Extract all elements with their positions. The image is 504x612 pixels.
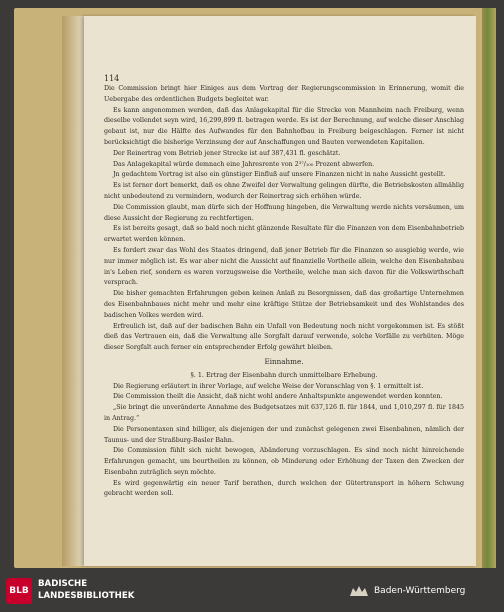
paragraph: Es ist bereits gesagt, daß so bald noch nicht glänzende Resultate für die Finanzen von dem Eisenbahnbetrieb erwartet werden können. xyxy=(104,225,464,244)
paragraph: „Sie bringt die unveränderte Annahme des Budgetsatzes mit 637,126 fl. für 1844, und 1,010,297 fl. für 1845 in Antrag.“ xyxy=(104,404,464,422)
page-gutter xyxy=(62,16,86,566)
paragraph: Es fordert zwar das Wohl des Staates dringend, daß jener Betrieb für die Finanzen so ausgiebig werde, wie nur immer möglich ist. Es war aber nicht die Aussicht auf finanzielle Vortheile allein, welche den Eisenbahnbau in's Leben rief, sondern es waren vorzugsweise die Vortheile, welche man sich davon für die Volkswirthschaft versprach. xyxy=(104,246,464,287)
top-spacer xyxy=(104,72,464,84)
paragraph: Das Anlagekapital würde demnach eine Jahresrente von 2³⁷/₁₀₀ Prozent abwerfen. xyxy=(113,160,375,168)
paragraph: Die Regierung erläutert in ihrer Vorlage, auf welche Weise der Voranschlag von §. 1 ermittelt ist. xyxy=(113,382,424,390)
paragraph: Die Commission glaubt, man dürfe sich der Hoffnung hingeben, die Verwaltung werde nichts versäumen, um diese Aussicht der Regierung zu rechtfertigen. xyxy=(104,203,464,222)
blb-name-line1: BADISCHE xyxy=(38,579,88,589)
paragraph: Die Commission fühlt sich nicht bewogen, Abänderung vorzuschlagen. Es sind noch nicht hinreichende Erfahrungen gemacht, um beurtheilen zu können, ob Minderung oder Erhöhung der Taxen den Zwecken der Eisenbahn zuträglich seyn möchte. xyxy=(104,447,464,476)
paragraph: Es wird gegenwärtig ein neuer Tarif berathen, durch welchen der Gütertransport in höhern Schwung gebracht werden soll. xyxy=(104,479,464,498)
section-subheading: §. 1. Ertrag der Eisenbahn durch unmittelbare Erhebung. xyxy=(190,370,378,379)
paragraph: Es kann angenommen werden, daß das Anlagekapital für die Strecke von Mannheim nach Freiburg, wenn dieselbe vollendet seyn wird, 16,299,899 fl. betragen werde. Es ist der Berechnung, auf welche dieser Anschlag gebaut ist, nur die Hälfte des Aufwandes für den Bahnhofbau in Freiburg beigeschlagen. Ferner ist nicht berücksichtigt die bisherige Verzinsung der auf Anschaffungen und Bauten verwendeten Kapitalien. xyxy=(104,106,464,146)
paragraph-block-2 xyxy=(104,382,464,501)
blb-logo[interactable]: BLB xyxy=(6,578,32,604)
bw-label[interactable]: Baden-Württemberg xyxy=(374,586,466,596)
book-spine-edge xyxy=(482,8,496,568)
paragraph: Die Personentaxen sind billiger, als diejenigen der und zunächst gelegenen zwei Eisenbahnen, nämlich der Taunus- und der Straßburg-Basler Bahn. xyxy=(104,425,464,444)
lions-icon xyxy=(348,582,370,600)
paragraph: Es ist ferner dort bemerkt, daß es ohne Zweifel der Verwaltung gelingen dürfte, die Betriebskosten allmählig nicht unbedeutend zu vermindern, wodurch der Reinertrag sich erhöhen würde. xyxy=(104,182,464,200)
paragraph-block-1 xyxy=(104,84,464,354)
viewer-footer xyxy=(0,572,504,612)
blb-name-line2: LANDESBIBLIOTHEK xyxy=(38,591,135,601)
paragraph: Erfreulich ist, daß auf der badischen Bahn ein Unfall von Bedeutung noch nicht vorgekommen ist. Es stößt dieß das Vertrauen ein, daß die Verwaltung alle Sorgfalt darauf verwende, solche Vorfälle zu verhüten. Möge dieser Sorgfalt auch ferner ein entsprechender Erfolg gewährt bleiben. xyxy=(104,322,464,352)
paragraph: Der Reinertrag vom Betrieb jener Strecke ist auf 387,431 fl. geschätzt. xyxy=(113,149,341,157)
paragraph: Jn gedachtem Vortrag ist also ein günstiger Einfluß auf unsere Finanzen nicht in nahe Aussicht gestellt. xyxy=(113,171,446,179)
page-text xyxy=(104,72,464,500)
page-number: 114 xyxy=(104,74,120,83)
blb-name[interactable] xyxy=(38,578,134,602)
paragraph: Die bisher gemachten Erfahrungen geben keinen Anlaß zu Besorgnissen, daß das großartige Unternehmen des Eisenbahnbaues nicht mehr und mehr eine kräftige Stütze der Betriebsamkeit und des Wohlstandes des badischen Volkes werden wird. xyxy=(104,290,464,319)
book-page xyxy=(84,16,476,566)
section-heading: Einnahme. xyxy=(264,356,304,366)
paragraph: Die Commission bringt hier Einiges aus dem Vortrag der Regierungscommission in Erinnerung, womit die Uebergabe des ordentlichen Budgets begleitet war. xyxy=(104,85,464,103)
paragraph: Die Commission theilt die Ansicht, daß nicht wohl andere Anhaltspunkte angewendet werden konnten. xyxy=(113,393,443,401)
